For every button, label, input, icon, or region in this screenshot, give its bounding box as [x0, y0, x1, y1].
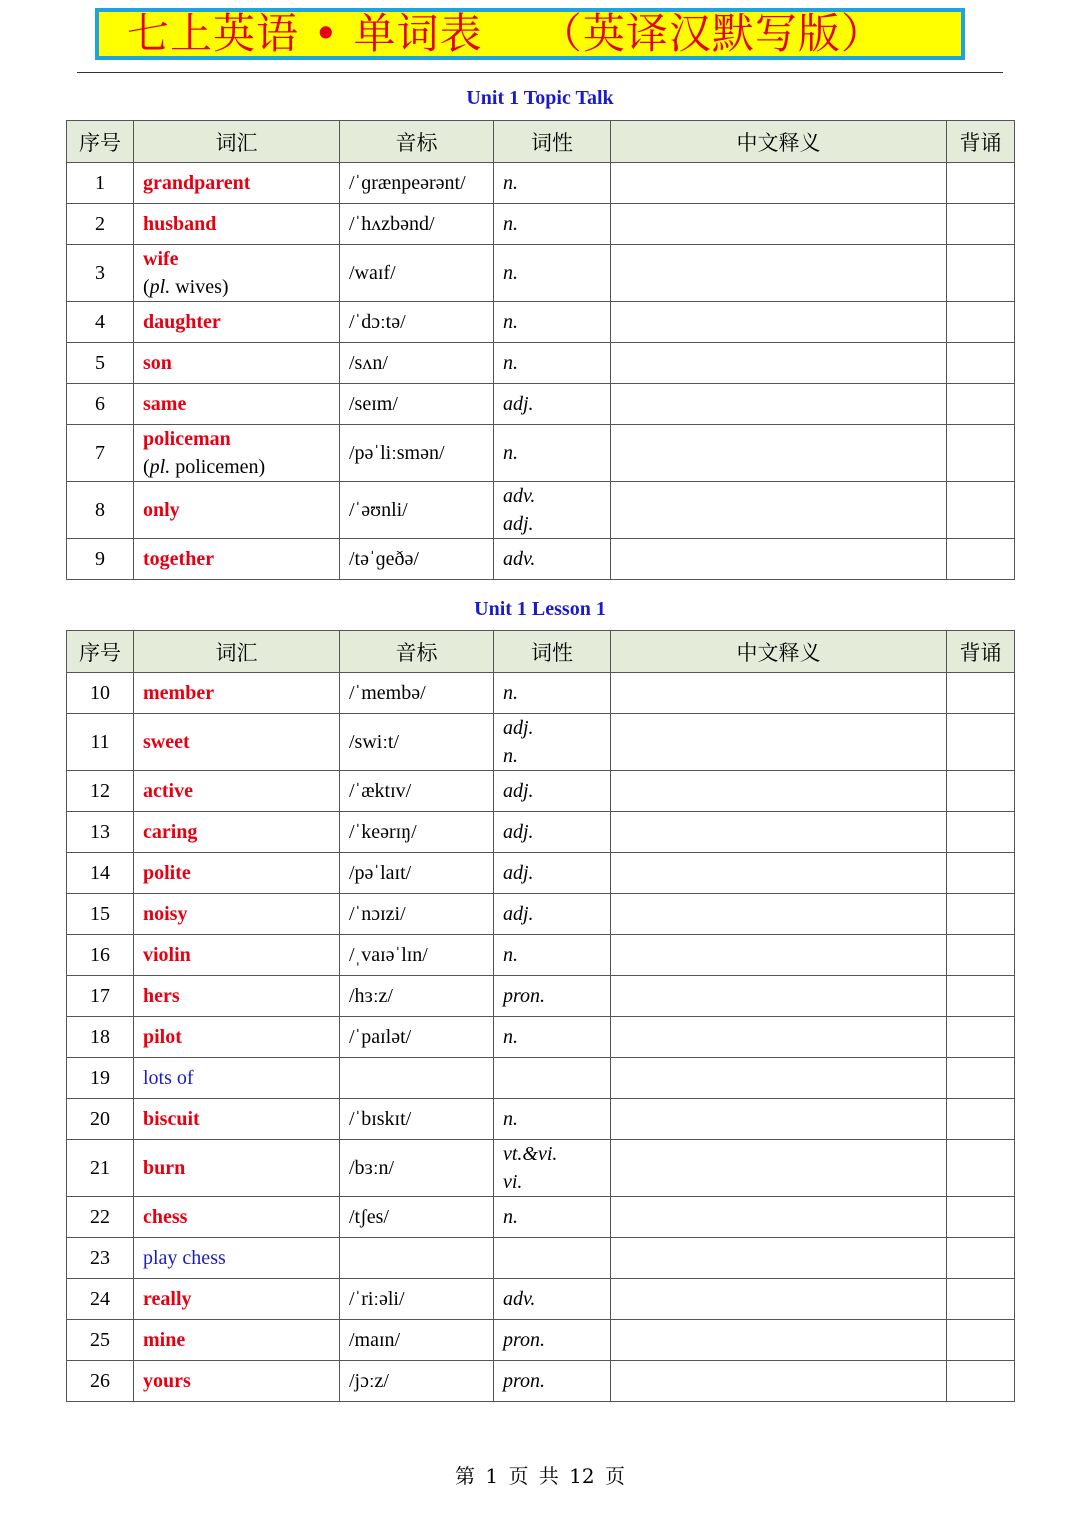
table-row	[67, 343, 1015, 384]
vocab-cell	[134, 1017, 340, 1058]
row-number: 19	[67, 1058, 134, 1099]
vocab-cell	[134, 935, 340, 976]
meaning-blank-cell[interactable]	[611, 482, 947, 539]
vocab-cell	[134, 1197, 340, 1238]
vocab-word: burn	[143, 1157, 186, 1179]
column-header-word: 词汇	[134, 631, 340, 673]
row-number: 18	[67, 1017, 134, 1058]
table-row	[67, 1238, 1015, 1279]
phonetic-cell: /ˈəʊnli/	[340, 482, 494, 539]
meaning-blank-cell[interactable]	[611, 714, 947, 771]
meaning-blank-cell[interactable]	[611, 1197, 947, 1238]
table-row	[67, 1017, 1015, 1058]
part-of-speech: adj.	[503, 780, 534, 802]
header-row	[67, 121, 1015, 163]
row-number: 6	[67, 384, 134, 425]
part-of-speech-cell	[494, 771, 611, 812]
part-of-speech: adj.	[503, 903, 534, 925]
vocab-word: sweet	[143, 731, 190, 753]
part-of-speech-cell	[494, 302, 611, 343]
vocab-word: son	[143, 352, 172, 374]
meaning-blank-cell[interactable]	[611, 673, 947, 714]
row-number: 13	[67, 812, 134, 853]
row-number: 9	[67, 539, 134, 580]
table-row	[67, 771, 1015, 812]
table-row	[67, 204, 1015, 245]
meaning-blank-cell[interactable]	[611, 1140, 947, 1197]
phonetic-cell: /ˈɡrænpeərənt/	[340, 163, 494, 204]
part-of-speech: vi.	[503, 1171, 523, 1193]
part-of-speech-cell	[494, 425, 611, 482]
recite-check-cell[interactable]	[947, 673, 1015, 714]
table-row	[67, 163, 1015, 204]
vocab-word: daughter	[143, 311, 221, 333]
vocab-word: together	[143, 548, 215, 570]
phonetic-cell: /pəˈliːsmən/	[340, 425, 494, 482]
phonetic-cell: /ˈpaɪlət/	[340, 1017, 494, 1058]
phonetic-cell: /ˈæktɪv/	[340, 771, 494, 812]
row-number: 14	[67, 853, 134, 894]
meaning-blank-cell[interactable]	[611, 384, 947, 425]
plural-note-label: pl.	[149, 456, 171, 478]
phonetic-cell: /tʃes/	[340, 1197, 494, 1238]
part-of-speech-cell	[494, 1197, 611, 1238]
table-row	[67, 302, 1015, 343]
row-number: 8	[67, 482, 134, 539]
phonetic-cell	[340, 1058, 494, 1099]
vocab-word: biscuit	[143, 1108, 200, 1130]
vocab-word: same	[143, 393, 187, 415]
plural-note-open: (	[143, 276, 150, 298]
part-of-speech-cell	[494, 245, 611, 302]
table-row	[67, 384, 1015, 425]
row-number: 11	[67, 714, 134, 771]
recite-check-cell[interactable]	[947, 1197, 1015, 1238]
table-row	[67, 1320, 1015, 1361]
part-of-speech-cell	[494, 673, 611, 714]
plural-note-open: (	[143, 456, 150, 478]
table-row	[67, 853, 1015, 894]
column-header-recite: 背诵	[947, 121, 1015, 163]
column-header-pos: 词性	[494, 631, 611, 673]
part-of-speech: n.	[503, 944, 518, 966]
vocab-word: policeman	[143, 428, 231, 450]
plural-note-form: wives)	[170, 276, 229, 298]
vocab-word: caring	[143, 821, 198, 843]
column-header-ipa: 音标	[340, 121, 494, 163]
recite-check-cell[interactable]	[947, 384, 1015, 425]
table-row	[67, 1140, 1015, 1197]
row-number: 25	[67, 1320, 134, 1361]
table-row	[67, 1279, 1015, 1320]
phonetic-cell: /ˈkeərɪŋ/	[340, 812, 494, 853]
row-number: 7	[67, 425, 134, 482]
page-title: 七上英语 • 单词表 （英译汉默写版）	[127, 9, 884, 58]
recite-check-cell[interactable]	[947, 1361, 1015, 1402]
part-of-speech: adv.	[503, 1288, 536, 1310]
meaning-blank-cell[interactable]	[611, 204, 947, 245]
table-row	[67, 1058, 1015, 1099]
row-number: 17	[67, 976, 134, 1017]
vocab-cell	[134, 343, 340, 384]
part-of-speech: vt.&vi.	[503, 1143, 558, 1165]
column-header-ipa: 音标	[340, 631, 494, 673]
phonetic-cell: /sʌn/	[340, 343, 494, 384]
part-of-speech-cell	[494, 163, 611, 204]
table-row	[67, 425, 1015, 482]
vocab-word: really	[143, 1288, 192, 1310]
header-divider	[77, 72, 1003, 73]
table-row	[67, 976, 1015, 1017]
recite-check-cell[interactable]	[947, 1017, 1015, 1058]
meaning-blank-cell[interactable]	[611, 935, 947, 976]
row-number: 3	[67, 245, 134, 302]
vocab-word: active	[143, 780, 193, 802]
part-of-speech: n.	[503, 262, 518, 284]
phonetic-cell: /ˈriːəli/	[340, 1279, 494, 1320]
row-number: 12	[67, 771, 134, 812]
vocab-cell	[134, 163, 340, 204]
title-banner	[95, 8, 965, 60]
meaning-blank-cell[interactable]	[611, 1320, 947, 1361]
part-of-speech-cell	[494, 1361, 611, 1402]
part-of-speech: n.	[503, 745, 518, 767]
vocab-cell	[134, 1058, 340, 1099]
row-number: 20	[67, 1099, 134, 1140]
table-row	[67, 245, 1015, 302]
part-of-speech: adv.	[503, 548, 536, 570]
part-of-speech-cell	[494, 539, 611, 580]
row-number: 22	[67, 1197, 134, 1238]
vocab-cell	[134, 539, 340, 580]
part-of-speech: adv.	[503, 485, 536, 507]
meaning-blank-cell[interactable]	[611, 163, 947, 204]
row-number: 23	[67, 1238, 134, 1279]
meaning-blank-cell[interactable]	[611, 1361, 947, 1402]
vocab-word: noisy	[143, 903, 188, 925]
part-of-speech-cell	[494, 1017, 611, 1058]
vocab-phrase: play chess	[143, 1247, 226, 1269]
recite-check-cell[interactable]	[947, 1058, 1015, 1099]
phonetic-cell: /ˌvaɪəˈlɪn/	[340, 935, 494, 976]
part-of-speech: n.	[503, 1206, 518, 1228]
plural-note-form: policemen)	[170, 456, 266, 478]
table-row	[67, 1099, 1015, 1140]
phonetic-cell: /təˈɡeðə/	[340, 539, 494, 580]
recite-check-cell[interactable]	[947, 1279, 1015, 1320]
part-of-speech-cell	[494, 1140, 611, 1197]
vocab-word: mine	[143, 1329, 186, 1351]
phonetic-cell	[340, 1238, 494, 1279]
part-of-speech-cell	[494, 1058, 611, 1099]
vocab-word: grandparent	[143, 172, 251, 194]
part-of-speech: n.	[503, 1026, 518, 1048]
column-header-meaning: 中文释义	[611, 121, 947, 163]
phonetic-cell: /ˈhʌzbənd/	[340, 204, 494, 245]
phonetic-cell: /pəˈlaɪt/	[340, 853, 494, 894]
part-of-speech-cell	[494, 482, 611, 539]
recite-check-cell[interactable]	[947, 935, 1015, 976]
phonetic-cell: /ˈbɪskɪt/	[340, 1099, 494, 1140]
recite-check-cell[interactable]	[947, 343, 1015, 384]
vocab-cell	[134, 1238, 340, 1279]
vocab-cell	[134, 1320, 340, 1361]
recite-check-cell[interactable]	[947, 1238, 1015, 1279]
plural-note-label: pl.	[149, 276, 171, 298]
recite-check-cell[interactable]	[947, 771, 1015, 812]
section-title-lesson-1: Unit 1 Lesson 1	[474, 598, 606, 620]
vocab-word: husband	[143, 213, 217, 235]
phonetic-cell: /ˈdɔːtə/	[340, 302, 494, 343]
recite-check-cell[interactable]	[947, 539, 1015, 580]
row-number: 1	[67, 163, 134, 204]
vocab-table-lesson-1	[66, 630, 1015, 1402]
recite-check-cell[interactable]	[947, 894, 1015, 935]
part-of-speech-cell	[494, 384, 611, 425]
table-row	[67, 1197, 1015, 1238]
vocab-cell	[134, 302, 340, 343]
plural-note	[143, 273, 339, 301]
table-row	[67, 539, 1015, 580]
recite-check-cell[interactable]	[947, 714, 1015, 771]
column-header-no: 序号	[67, 121, 134, 163]
recite-check-cell[interactable]	[947, 204, 1015, 245]
phonetic-cell: /seɪm/	[340, 384, 494, 425]
meaning-blank-cell[interactable]	[611, 302, 947, 343]
recite-check-cell[interactable]	[947, 976, 1015, 1017]
phonetic-cell: /waɪf/	[340, 245, 494, 302]
meaning-blank-cell[interactable]	[611, 1017, 947, 1058]
meaning-blank-cell[interactable]	[611, 1058, 947, 1099]
vocab-table-topic-talk	[66, 120, 1015, 580]
table-row	[67, 714, 1015, 771]
part-of-speech: pron.	[503, 1370, 546, 1392]
meaning-blank-cell[interactable]	[611, 425, 947, 482]
part-of-speech-cell	[494, 976, 611, 1017]
recite-check-cell[interactable]	[947, 812, 1015, 853]
vocab-cell	[134, 812, 340, 853]
meaning-blank-cell[interactable]	[611, 1099, 947, 1140]
plural-note	[143, 453, 339, 481]
part-of-speech: n.	[503, 172, 518, 194]
vocab-cell	[134, 384, 340, 425]
phonetic-cell: /swiːt/	[340, 714, 494, 771]
vocab-cell	[134, 245, 340, 302]
part-of-speech-cell	[494, 714, 611, 771]
row-number: 24	[67, 1279, 134, 1320]
vocab-cell	[134, 853, 340, 894]
table-row	[67, 1361, 1015, 1402]
vocab-cell	[134, 1140, 340, 1197]
row-number: 26	[67, 1361, 134, 1402]
column-header-word: 词汇	[134, 121, 340, 163]
phonetic-cell: /ˈmembə/	[340, 673, 494, 714]
part-of-speech: n.	[503, 442, 518, 464]
column-header-recite: 背诵	[947, 631, 1015, 673]
row-number: 4	[67, 302, 134, 343]
row-number: 10	[67, 673, 134, 714]
part-of-speech: adj.	[503, 717, 534, 739]
table-row	[67, 935, 1015, 976]
section-title-topic-talk: Unit 1 Topic Talk	[466, 87, 614, 109]
recite-check-cell[interactable]	[947, 245, 1015, 302]
vocab-word: hers	[143, 985, 180, 1007]
vocab-word: violin	[143, 944, 191, 966]
row-number: 21	[67, 1140, 134, 1197]
part-of-speech-cell	[494, 894, 611, 935]
part-of-speech: n.	[503, 682, 518, 704]
part-of-speech: adj.	[503, 393, 534, 415]
part-of-speech: n.	[503, 1108, 518, 1130]
recite-check-cell[interactable]	[947, 1320, 1015, 1361]
part-of-speech: pron.	[503, 985, 546, 1007]
meaning-blank-cell[interactable]	[611, 343, 947, 384]
column-header-meaning: 中文释义	[611, 631, 947, 673]
phonetic-cell: /jɔːz/	[340, 1361, 494, 1402]
vocab-cell	[134, 976, 340, 1017]
meaning-blank-cell[interactable]	[611, 539, 947, 580]
vocab-cell	[134, 204, 340, 245]
row-number: 15	[67, 894, 134, 935]
phonetic-cell: /hɜːz/	[340, 976, 494, 1017]
table-row	[67, 482, 1015, 539]
vocab-cell	[134, 1099, 340, 1140]
meaning-blank-cell[interactable]	[611, 771, 947, 812]
vocab-cell	[134, 714, 340, 771]
part-of-speech-cell	[494, 1320, 611, 1361]
part-of-speech-cell	[494, 935, 611, 976]
part-of-speech-cell	[494, 1099, 611, 1140]
vocab-cell	[134, 1361, 340, 1402]
part-of-speech: adj.	[503, 862, 534, 884]
vocab-cell	[134, 1279, 340, 1320]
column-header-no: 序号	[67, 631, 134, 673]
part-of-speech-cell	[494, 1238, 611, 1279]
part-of-speech-cell	[494, 1279, 611, 1320]
phonetic-cell: /bɜːn/	[340, 1140, 494, 1197]
recite-check-cell[interactable]	[947, 302, 1015, 343]
table-row	[67, 894, 1015, 935]
part-of-speech-cell	[494, 204, 611, 245]
vocab-cell	[134, 894, 340, 935]
meaning-blank-cell[interactable]	[611, 245, 947, 302]
part-of-speech: n.	[503, 352, 518, 374]
column-header-pos: 词性	[494, 121, 611, 163]
part-of-speech: adj.	[503, 821, 534, 843]
recite-check-cell[interactable]	[947, 1099, 1015, 1140]
phonetic-cell: /ˈnɔɪzi/	[340, 894, 494, 935]
vocab-word: polite	[143, 862, 191, 884]
meaning-blank-cell[interactable]	[611, 812, 947, 853]
row-number: 16	[67, 935, 134, 976]
page-footer: 第 1 页 共 12 页	[455, 1464, 625, 1488]
meaning-blank-cell[interactable]	[611, 1238, 947, 1279]
part-of-speech-cell	[494, 812, 611, 853]
recite-check-cell[interactable]	[947, 853, 1015, 894]
phonetic-cell: /maɪn/	[340, 1320, 494, 1361]
vocab-word: yours	[143, 1370, 191, 1392]
vocab-phrase: lots of	[143, 1067, 194, 1089]
vocab-word: wife	[143, 248, 179, 270]
meaning-blank-cell[interactable]	[611, 853, 947, 894]
row-number: 2	[67, 204, 134, 245]
meaning-blank-cell[interactable]	[611, 976, 947, 1017]
vocab-cell	[134, 482, 340, 539]
vocab-word: chess	[143, 1206, 188, 1228]
part-of-speech: n.	[503, 213, 518, 235]
table-row	[67, 812, 1015, 853]
part-of-speech: n.	[503, 311, 518, 333]
recite-check-cell[interactable]	[947, 425, 1015, 482]
header-row	[67, 631, 1015, 673]
recite-check-cell[interactable]	[947, 163, 1015, 204]
meaning-blank-cell[interactable]	[611, 1279, 947, 1320]
row-number: 5	[67, 343, 134, 384]
meaning-blank-cell[interactable]	[611, 894, 947, 935]
vocab-word: pilot	[143, 1026, 182, 1048]
part-of-speech: adj.	[503, 513, 534, 535]
part-of-speech-cell	[494, 853, 611, 894]
table-row	[67, 673, 1015, 714]
part-of-speech: pron.	[503, 1329, 546, 1351]
vocab-cell	[134, 771, 340, 812]
vocab-cell	[134, 425, 340, 482]
vocab-word: member	[143, 682, 215, 704]
recite-check-cell[interactable]	[947, 482, 1015, 539]
recite-check-cell[interactable]	[947, 1140, 1015, 1197]
part-of-speech-cell	[494, 343, 611, 384]
vocab-cell	[134, 673, 340, 714]
vocab-word: only	[143, 499, 180, 521]
